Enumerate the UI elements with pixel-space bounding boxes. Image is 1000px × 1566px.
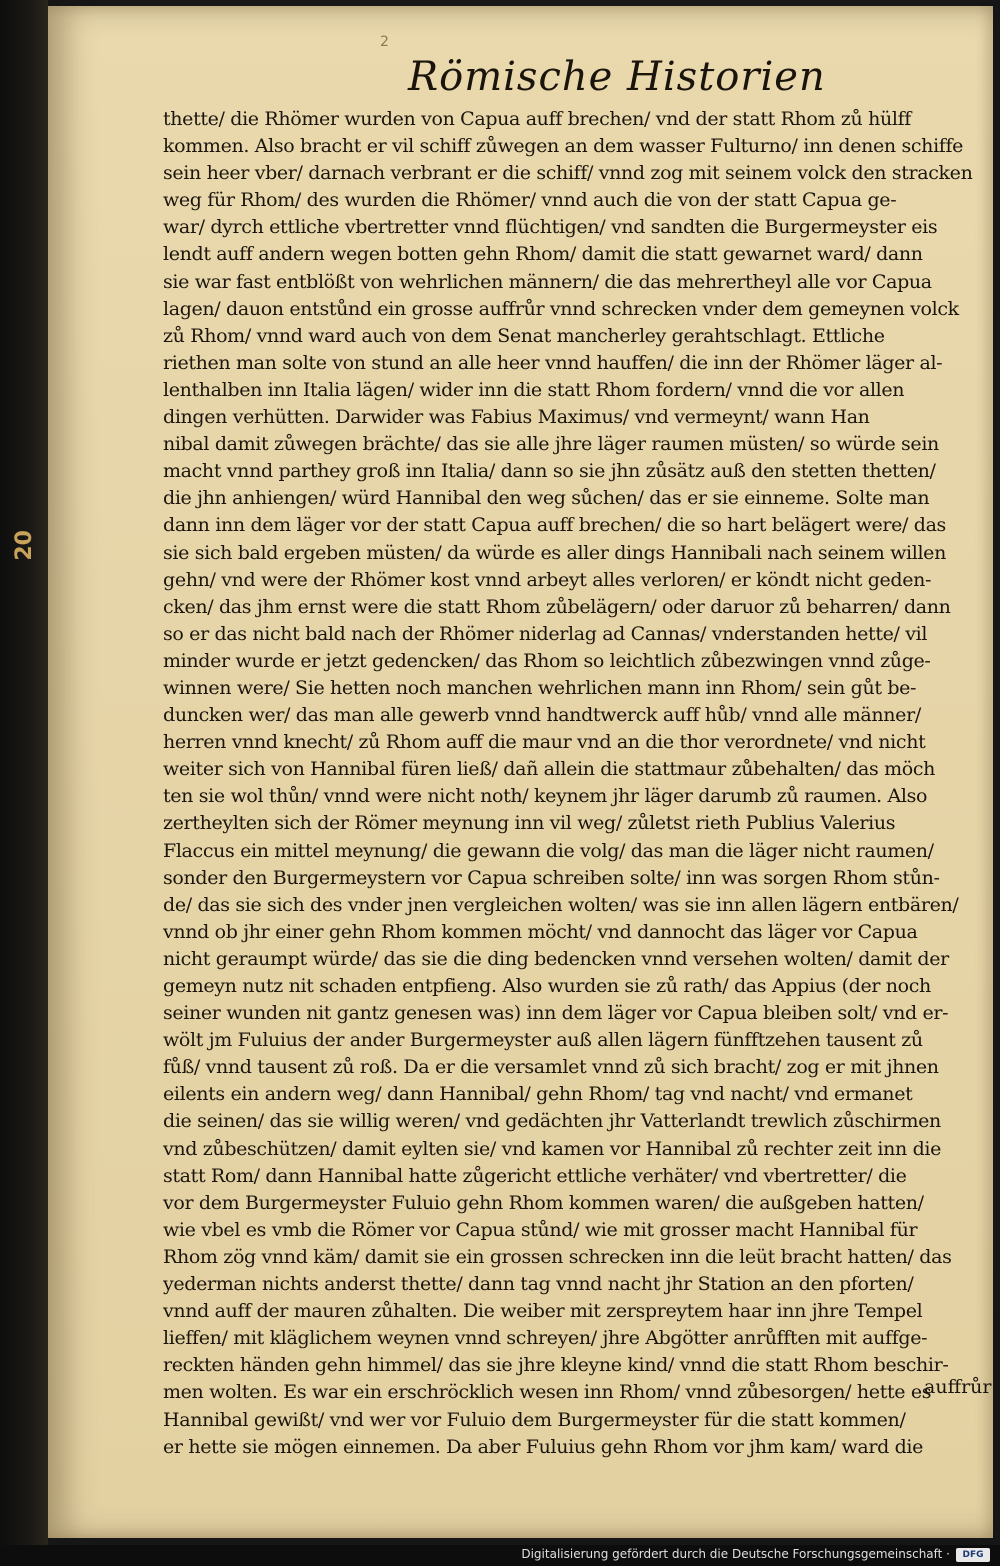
text-line: weiter sich von Hannibal füren ließ/ dañ allein die stattmaur zůbehalten/ das möch [163, 758, 936, 781]
text-line: macht vnnd parthey groß inn Italia/ dann so sie jhn zůsätz auß den stetten thetten/ [163, 460, 936, 483]
signature-mark: 2 [380, 34, 389, 50]
text-line: ten sie wol thůn/ vnnd were nicht noth/ keynem jhr läger darumb zů raumen. Also [163, 785, 928, 808]
text-line: statt Rom/ dann Hannibal hatte zůgericht ettliche verhäter/ vnd vbertretter/ die [163, 1164, 907, 1187]
text-line: seiner wunden nit gantz genesen was) inn dem läger vor Capua bleiben solt/ vnd er- [163, 1002, 949, 1025]
running-header: Römische Historien [408, 54, 826, 100]
text-line: die jhn anhiengen/ würd Hannibal den weg sůchen/ das er sie einneme. Solte man [163, 487, 930, 510]
text-line: thette/ die Rhömer wurden von Capua auff brechen/ vnd der statt Rhom zů hülff [163, 108, 911, 130]
text-line: kommen. Also bracht er vil schiff zůwegen an dem wasser Fulturno/ inn denen schiffe [163, 135, 964, 158]
text-line: dann inn dem läger vor der statt Capua auff brechen/ die so hart belägert were/ das [163, 514, 946, 537]
text-line: reckten händen gehn himmel/ das sie jhre kleyne kind/ vnnd die statt Rhom beschir- [163, 1354, 949, 1377]
text-line: lenthalben inn Italia lägen/ wider inn die statt Rhom fordern/ vnnd die vor allen [163, 378, 905, 401]
catchword: auffrůr [924, 1376, 992, 1398]
text-line: sonder den Burgermeystern vor Capua schreiben solte/ inn was sorgen Rhom stůn- [163, 866, 940, 889]
text-line: duncken wer/ das man alle gewerb vnnd handtwerck auff hůb/ vnnd alle männer/ [163, 704, 921, 727]
spine-page-mark: 20 [12, 530, 37, 561]
text-line: Flaccus ein mittel meynung/ die gewann die volg/ das man die läger nicht raumen/ [163, 839, 934, 862]
text-line: lagen/ dauon entstůnd ein grosse auffrůr vnnd schrecken vnder dem gemeynen volck [163, 297, 959, 320]
book-page [48, 6, 993, 1538]
text-line: vor dem Burgermeyster Fuluio gehn Rhom kommen waren/ die außgeben hatten/ [163, 1191, 924, 1214]
text-line: cken/ das jhm ernst were die statt Rhom zůbelägern/ oder daruor zů beharren/ dann [163, 595, 951, 618]
dfg-logo-icon: DFG [956, 1548, 990, 1562]
text-line: riethen man solte von stund an alle heer vnnd hauffen/ die inn der Rhömer läger al- [163, 351, 943, 374]
body-text [163, 106, 983, 1461]
text-line: wölt jm Fuluius der ander Burgermeyster auß allen lägern fünfftzehen tausent zů [163, 1029, 923, 1052]
text-line: herren vnnd knecht/ zů Rhom auff die maur vnd an die thor verordnete/ vnd nicht [163, 731, 926, 754]
text-line: Rhom zög vnnd käm/ damit sie ein grossen schrecken inn die leüt bracht hatten/ das [163, 1245, 952, 1268]
text-line: war/ dyrch ettliche vbertretter vnnd flüchtigen/ vnd sandten die Burgermeyster eis [163, 216, 938, 239]
text-line: vnd zůbeschützen/ damit eylten sie/ vnd kamen vor Hannibal zů rechter zeit inn die [163, 1137, 942, 1160]
funding-credit: Digitalisierung gefördert durch die Deutsche Forschungsgemeinschaft · [521, 1547, 950, 1561]
text-line: winnen were/ Sie hetten noch manchen wehrlichen mann inn Rhom/ sein gůt be- [163, 676, 917, 699]
text-line: lieffen/ mit kläglichem weynen vnnd schreyen/ jhre Abgötter anrůfften mit auffge- [163, 1327, 928, 1350]
text-line: gemeyn nutz nit schaden entpfieng. Also wurden sie zů rath/ das Appius (der noch [163, 975, 931, 997]
text-line: de/ das sie sich des vnder jnen vergleichen wolten/ was sie inn allen lägern entbären/ [163, 893, 959, 916]
book-spine [0, 0, 48, 1545]
text-line: die seinen/ das sie willig weren/ vnd gedächten jhr Vatterlandt trewlich zůschirmen [163, 1110, 941, 1133]
text-line: zertheylten sich der Römer meynung inn vil weg/ zůletst rieth Publius Valerius [163, 812, 896, 835]
text-line: nicht geraumpt würde/ das sie die ding bedencken vnnd versehen wolten/ damit der [163, 947, 949, 970]
text-line: gehn/ vnd were der Rhömer kost vnnd arbeyt alles verloren/ er köndt nicht geden- [163, 568, 932, 591]
text-line: sie war fast entblößt von wehrlichen männern/ die das mehrertheyl alle vor Capua [163, 270, 932, 293]
text-line: eilents ein andern weg/ dann Hannibal/ gehn Rhom/ tag vnd nacht/ vnd ermanet [163, 1083, 913, 1106]
text-line: dingen verhütten. Darwider was Fabius Maximus/ vnd vermeynt/ wann Han [163, 406, 870, 429]
text-line: sie sich bald ergeben müsten/ da würde es aller dings Hannibali nach seinem willen [163, 541, 946, 564]
text-line: weg für Rhom/ des wurden die Rhömer/ vnnd auch die von der statt Capua ge- [163, 189, 897, 212]
text-line: yederman nichts anderst thette/ dann tag vnnd nacht jhr Station an den pforten/ [163, 1273, 914, 1296]
text-line: lendt auff andern wegen botten gehn Rhom/ damit die statt gewarnet ward/ dann [163, 243, 923, 266]
text-line: Hannibal gewißt/ vnd wer vor Fuluio dem Burgermeyster für die statt kommen/ [163, 1408, 906, 1431]
text-line: minder wurde er jetzt gedencken/ das Rhom so leichtlich zůbezwingen vnnd zůge- [163, 649, 931, 672]
text-line: wie vbel es vmb die Römer vor Capua stůnd/ wie mit grosser macht Hannibal für [163, 1218, 918, 1241]
text-line: zů Rhom/ vnnd ward auch von dem Senat mancherley gerahtschlagt. Ettliche [163, 324, 885, 347]
text-line: vnnd ob jhr einer gehn Rhom kommen möcht/ vnd dannocht das läger vor Capua [163, 920, 918, 943]
text-line: fůß/ vnnd tausent zů roß. Da er die versamlet vnnd zů sich bracht/ zog er mit jhnen [163, 1056, 939, 1079]
text-line: so er das nicht bald nach der Rhömer niderlag ad Cannas/ vnderstanden hette/ vil [163, 622, 928, 645]
text-line: sein heer vber/ darnach verbrant er die schiff/ vnnd zog mit seinem volck den stracken [163, 162, 973, 185]
text-line: nibal damit zůwegen brächte/ das sie alle jhre läger raumen müsten/ so würde sein [163, 433, 939, 456]
text-line: er hette sie mögen einnemen. Da aber Fuluius gehn Rhom vor jhm kam/ ward die [163, 1435, 924, 1458]
text-line: men wolten. Es war ein erschröcklich wesen inn Rhom/ vnnd zůbesorgen/ hette es [163, 1381, 932, 1404]
viewer-footer [0, 1545, 1000, 1566]
text-line: vnnd auff der mauren zůhalten. Die weiber mit zerspreytem haar inn jhre Tempel [163, 1300, 923, 1323]
